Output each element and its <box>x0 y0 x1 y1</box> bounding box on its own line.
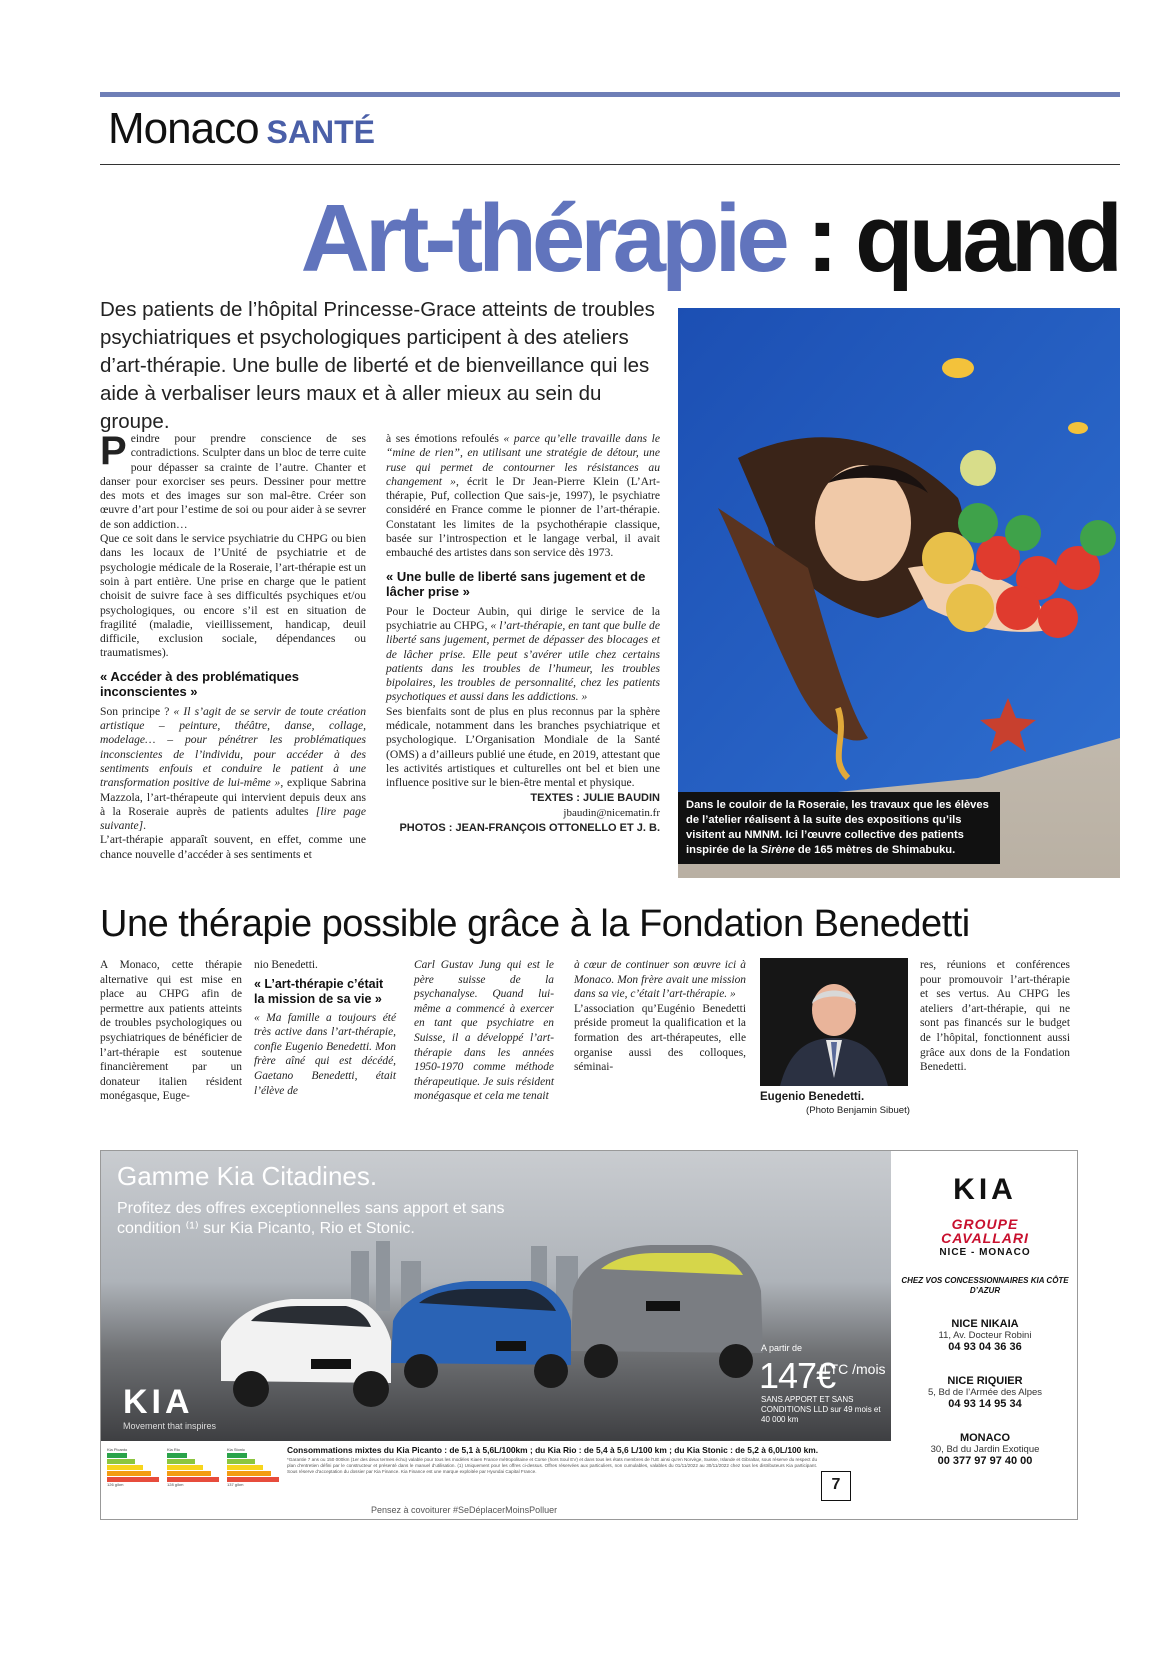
author-credit: TEXTES : JULIE BAUDIN jbaudin@nicematin.fr PHOTOS : JEAN-FRANÇOIS OTTONELLO ET J. B. <box>386 791 660 836</box>
dealer-town: NICE - MONACO <box>939 1247 1031 1258</box>
ad-price-terms: SANS APPORT ET SANS CONDITIONS LLD sur 49 mois et 40 000 km <box>761 1395 881 1424</box>
second-column-1: A Monaco, cette thérapie alternative qui est mise en place au CHPG afin de permettre aux patients atteints de troubles psychologiques ou psychiatriques de bénéficier de l’art-thérapie est soutenue financièrement par un donateur italien résident monégasque, Euge- <box>100 959 242 1103</box>
ad-consumption: Consommations mixtes du Kia Picanto : de 5,1 à 5,6L/100km ; du Kia Rio : de 5,4 à 5,6 L/100 km ; du Kia Stonic : de 5,2 à 6,0L/100 km. <box>287 1445 819 1455</box>
drop-cap: P <box>100 429 127 473</box>
dealer-panel <box>891 1151 1078 1520</box>
portrait-caption: Eugenio Benedetti. (Photo Benjamin Sibuet) <box>760 1091 910 1116</box>
dealer-phone[interactable]: 04 93 04 36 36 <box>948 1341 1022 1353</box>
article-column-2 <box>386 432 660 836</box>
ad-title: Gamme Kia Citadines. <box>117 1161 378 1191</box>
dealer-store: NICE RIQUIER 5, Bd de l’Armée des Alpes 04 93 14 95 34 <box>891 1375 1078 1410</box>
author-email[interactable]: jbaudin@nicematin.fr <box>563 806 660 819</box>
ad-legal-band <box>101 1441 891 1520</box>
kia-advertisement[interactable] <box>100 1150 1078 1520</box>
man-portrait-image <box>760 958 908 1086</box>
dealer-store: MONACO 30, Bd du Jardin Exotique 00 377 97 97 40 00 <box>891 1432 1078 1467</box>
dealer-store: NICE NIKAIA 11, Av. Docteur Robini 04 93 04 36 36 <box>891 1318 1078 1353</box>
car-rio <box>391 1281 571 1388</box>
dealer-brand: GROUPE CAVALLARI <box>941 1216 1029 1246</box>
article-paragraph: Que ce soit dans le service psychiatrie du CHPG ou bien dans les locaux de l’Unité de psychiatrie et de psychologie médicale de la Roseraie, l’art-thérapie est un soin à part entière. Une prise en charge que le patient choisit de suivre face à ses difficultés psychiques et/ou psychologiques, ou encore s’il est en situation de fragilité (maladie, vieillissement, handicap, deuil difficile, exclusion sociale, dépendances ou traumatismes). <box>100 532 366 660</box>
ad-kia-logo: KIA <box>123 1383 194 1421</box>
top-accent-bar <box>100 92 1120 97</box>
headline-part-black: : quand <box>784 185 1118 292</box>
svg-text:KIA: KIA <box>953 1173 1017 1203</box>
ad-subtitle: Profitez des offres exceptionnelles sans apport et sans condition ⁽¹⁾ sur Kia Picanto, Rio et Stonic. <box>117 1200 505 1237</box>
ad-fine-print: *Garantie 7 ans ou 150 000km (1er des deux termes échu) valable pour tous les modèles Kiaen France métropolitaine et Corse (hors Soul EV) et dans tous les états membres de l’UE ainsi qu’en Norvège, Suisse, Islande et Gibraltar, sous réserve du respect du plan d’entretien défini par le constructeur et présenté dans le manuel d’utilisation. (1) Uniquement pour les offres ci-dessus. Offres réservées aux particuliers, non cumulables, valables du 01/11/2022 au 30/11/2022 chez tous les distributeurs Kia participant. Sous réserve d’acceptation du dossier par Kia Finance. Kia Finance est une marque exploitée par Hyundai Capital France. <box>287 1457 817 1474</box>
second-column-5: res, réunions et conférences pour promouvoir l’art-thérapie et ses vertus. Au CHPG les ateliers d’art-thérapie, qui ne sont pas financés sur le budget de l’hôpital, fonctionnent aussi grâce aux dons de la Fondation Benedetti. <box>920 959 1070 1074</box>
dealer-kia-logo <box>925 1173 1045 1203</box>
article-column-1 <box>100 429 366 862</box>
rubric-city: Monaco <box>108 104 259 153</box>
ad-slogan: Movement that inspires <box>123 1421 217 1431</box>
eco-label: Kia Picanto 126 g/km <box>107 1447 167 1487</box>
article-subhead: « Une bulle de liberté sans jugement et de lâcher prise » <box>386 568 646 599</box>
ad-price: 147€ <box>759 1355 836 1396</box>
eco-label: Kia Rio 128 g/km <box>167 1447 227 1487</box>
headline-part-blue: Art-thérapie <box>300 185 785 292</box>
warranty-7-badge: 7 <box>821 1471 851 1501</box>
article-subhead: « Accéder à des problématiques inconscientes » <box>100 668 299 699</box>
header-rule <box>100 164 1120 165</box>
article-paragraph: Pour le Docteur Aubin, qui dirige le service de la psychiatrie au CHPG, « l’art-thérapie, en tant que bulle de liberté sans jugement, permet de dépasser des blocages et de lâcher prise. Elle peut s’avérer utile chez certains patients dans les troubles de l’humeur, les troubles bipolaires, les troubles de personnalité, chez les patients psychotiques et aussi dans les addictions. » <box>386 604 661 704</box>
dealer-tagline: CHEZ VOS CONCESSIONNAIRES KIA CÔTE D’AZUR <box>901 1276 1069 1295</box>
dealer-phone[interactable]: 04 93 14 95 34 <box>948 1398 1022 1410</box>
photo-caption: Dans le couloir de la Roseraie, les travaux que les élèves de l’atelier réalisent à la suite des expositions qu’ils visitent au NMNM. Ici l’œuvre collective des patients inspirée de la Sirène de 165 mètres de Shimabuku. <box>678 792 1000 864</box>
ad-visual <box>101 1151 891 1441</box>
article-paragraph: à ses émotions refoulés « parce qu’elle travaille dans le “mine de rien”, en utilisant une stratégie de détour, une ruse qui permet de contourner les résistances au changement », écrit le Dr Jean-Pierre Klein (L’Art-thérapie, Puf, collection Que sais-je, 1997), le psychiatre considéré en France comme le pionner de l’art-thérapie. Constatant les limites de la psychothérapie classique, basée sur l’introspection et le langage verbal, il avait embauché des artistes dans son service dès 1973. <box>386 432 660 560</box>
second-column-4: à cœur de continuer son œuvre ici à Monaco. Mon frère avait une mission dans sa vie, c’était l’art-thérapie. » L’association qu’Eugénio Benedetti préside promeut la qualification et la formation des art-thérapeutes, elle organise aussi des colloques, séminai- <box>574 959 746 1074</box>
article-paragraph: Peindre pour prendre conscience de ses contradictions. Sculpter dans un bloc de terre cuite pour dépasser sa crainte de l’autre. Chanter et danser pour exorciser ses peurs. Dessiner pour mettre des mots et des images sur son mal-être. Créer son œuvre d’art pour l’estime de soi ou pour aider à se sevrer de son addiction… <box>100 429 366 531</box>
article-paragraph: L’art-thérapie apparaît souvent, en effet, comme une chance nouvelle d’accéder à ses sentiments et <box>100 833 366 861</box>
section-rubric <box>108 104 375 154</box>
second-column-3: Carl Gustav Jung qui est le père suisse de la psychanalyse. Quand lui-même a commencé à exercer en tant que psychiatre en Suisse, il a développé l’art-thérapie dans les années 1950-1970 comme méthode thérapeutique. Je suis résident monégasque et cela me tenait <box>414 959 554 1103</box>
headline <box>301 184 1118 294</box>
dealer-phone[interactable]: 00 377 97 97 40 00 <box>937 1455 1033 1467</box>
car-picanto <box>221 1299 391 1407</box>
second-subhead: « L’art-thérapie c’était la mission de sa vie » <box>254 976 384 1006</box>
ad-price-unit: TTC /mois <box>821 1361 886 1377</box>
intro-paragraph: Des patients de l’hôpital Princesse-Grace atteints de troubles psychiatriques et psychologiques participent à des ateliers d’art-thérapie. Une bulle de liberté et de bienveillance qui les aide à verbaliser leurs maux et à aller mieux au sein du groupe. <box>100 298 655 433</box>
ad-price-from: A partir de <box>761 1343 803 1353</box>
second-column-2: nio Benedetti. « L’art-thérapie c’était la mission de sa vie » « Ma famille a toujours été très active dans l’art-thérapie, confie Eugenio Benedetti. Mon frère aîné qui est décédé, Gaetano Benedetti, était l’élève de <box>254 959 396 1097</box>
portrait-photo <box>760 958 908 1086</box>
article-paragraph: Ses bienfaits sont de plus en plus reconnus par la sphère médicale, notamment dans les branches psychiatrique et psychologique. L’Organisation Mondiale de la Santé (OMS) a d’ailleurs publié une étude, en 2019, attestant que les activités artistiques et culturelles ont bel et bien une influence positive sur le bien-être mental et physique. <box>386 704 660 790</box>
article-paragraph: Son principe ? « Il s’agit de se servir de toute création artistique – peinture, théâtre, danse, collage, modelage… – pour pénétrer les problématiques inconscientes de l’individu, pour accéder à des sentiments enfouis et conduire le patient à une transformation positive de lui-même », explique Sabrina Mazzola, l’art-thérapeute qui intervient depuis deux ans à la Roseraie auprès de patients adultes [lire page suivante]. <box>100 704 366 833</box>
secondary-headline: Une thérapie possible grâce à la Fondation Benedetti <box>100 903 970 945</box>
eco-label: Kia Stonic 137 g/km <box>227 1447 287 1487</box>
ad-covoiturage: Pensez à covoiturer #SeDéplacerMoinsPolluer <box>371 1505 558 1515</box>
rubric-section: SANTÉ <box>266 114 375 150</box>
car-stonic <box>571 1245 763 1378</box>
